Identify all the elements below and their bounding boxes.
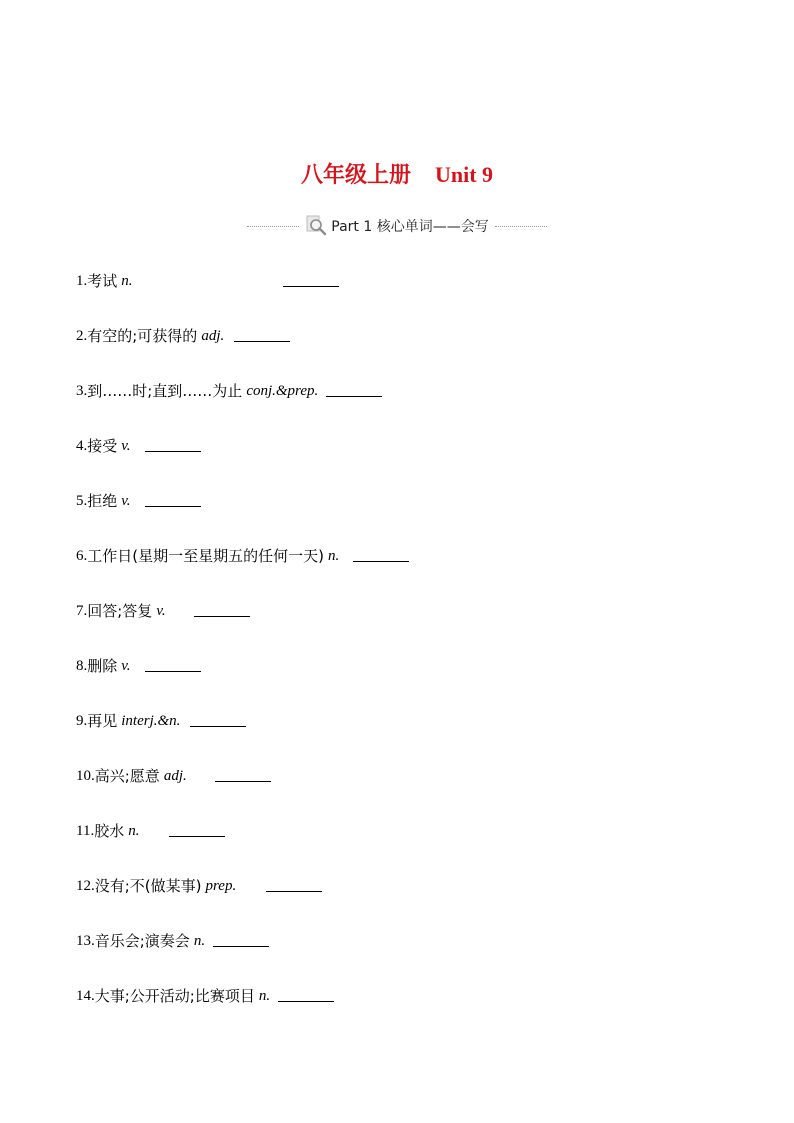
answer-blank[interactable] [234, 323, 290, 342]
answer-blank[interactable] [145, 488, 201, 507]
item-meaning: 接受 [87, 437, 118, 455]
part-of-speech: n. [193, 933, 206, 949]
item-meaning: 胶水 [94, 822, 125, 840]
item-number: 13. [76, 933, 95, 949]
item-number: 11. [76, 823, 95, 839]
item-meaning: 回答;答复 [87, 602, 153, 620]
item-meaning: 拒绝 [87, 492, 118, 510]
answer-blank[interactable] [194, 598, 250, 617]
item-meaning: 再见 [87, 712, 118, 730]
vocabulary-list [76, 268, 756, 1038]
part-of-speech: v. [121, 493, 131, 509]
part-of-speech: prep. [205, 878, 237, 894]
list-item [76, 488, 756, 543]
list-item [76, 433, 756, 488]
list-item [76, 983, 756, 1038]
answer-blank[interactable] [145, 653, 201, 672]
answer-blank[interactable] [353, 543, 409, 562]
answer-blank[interactable] [213, 928, 269, 947]
item-number: 3. [76, 383, 88, 399]
list-item [76, 818, 756, 873]
list-item [76, 323, 756, 378]
list-item [76, 873, 756, 928]
item-meaning: 有空的;可获得的 [87, 327, 198, 345]
part-of-speech: adj. [163, 768, 187, 784]
part-of-speech: adj. [201, 328, 225, 344]
answer-blank[interactable] [266, 873, 322, 892]
item-number: 7. [76, 603, 88, 619]
item-meaning: 到……时;直到……为止 [87, 382, 243, 400]
list-item [76, 653, 756, 708]
part-of-speech: n. [327, 548, 340, 564]
answer-blank[interactable] [190, 708, 246, 727]
item-meaning: 考试 [87, 272, 118, 290]
list-item [76, 378, 756, 433]
item-number: 14. [76, 988, 95, 1004]
part-label-box [305, 215, 488, 237]
answer-blank[interactable] [215, 763, 271, 782]
page-title [0, 158, 794, 189]
part-of-speech: v. [156, 603, 166, 619]
item-meaning: 大事;公开活动;比赛项目 [94, 987, 255, 1005]
part-of-speech: n. [128, 823, 140, 839]
item-meaning: 删除 [87, 657, 118, 675]
part-of-speech: n. [258, 988, 271, 1004]
list-item [76, 598, 756, 653]
unit-title: Unit 9 [434, 162, 494, 187]
part-of-speech: interj.&n. [121, 713, 181, 729]
part-of-speech: conj.&prep. [246, 383, 319, 399]
answer-blank[interactable] [169, 818, 225, 837]
left-dotted-divider [247, 226, 299, 227]
item-meaning: 没有;不(做某事) [94, 877, 202, 895]
part-of-speech: v. [121, 658, 131, 674]
grade-title: 八年级上册 [300, 163, 411, 188]
list-item [76, 763, 756, 818]
list-item [76, 928, 756, 983]
item-number: 2. [76, 328, 88, 344]
item-number: 6. [76, 548, 88, 564]
item-meaning: 高兴;愿意 [94, 767, 160, 785]
item-number: 4. [76, 438, 88, 454]
answer-blank[interactable] [326, 378, 382, 397]
part-of-speech: n. [121, 273, 133, 289]
part-header [0, 214, 794, 238]
list-item [76, 543, 756, 598]
item-number: 1. [76, 273, 88, 289]
item-meaning: 工作日(星期一至星期五的任何一天) [87, 547, 324, 565]
magnifier-icon [305, 215, 327, 237]
right-dotted-divider [495, 226, 547, 227]
item-number: 10. [76, 768, 95, 784]
part-label: Part 1 核心单词——会写 [331, 219, 489, 235]
answer-blank[interactable] [145, 433, 201, 452]
item-number: 9. [76, 713, 88, 729]
part-of-speech: v. [121, 438, 131, 454]
item-number: 12. [76, 878, 95, 894]
answer-blank[interactable] [278, 983, 334, 1002]
answer-blank[interactable] [283, 268, 339, 287]
item-meaning: 音乐会;演奏会 [94, 932, 190, 950]
item-number: 8. [76, 658, 88, 674]
item-number: 5. [76, 493, 88, 509]
list-item [76, 708, 756, 763]
list-item [76, 268, 756, 323]
